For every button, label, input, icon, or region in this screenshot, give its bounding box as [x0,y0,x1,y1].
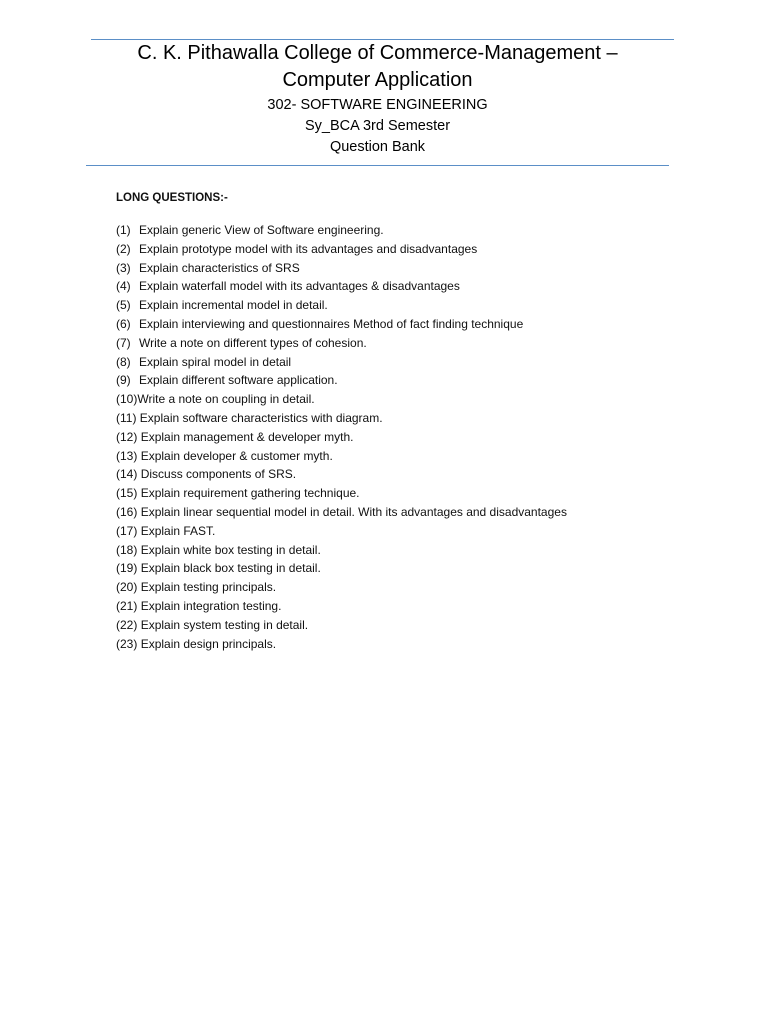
question-list [116,221,696,653]
question-text: Explain prototype model with its advantages and disadvantages [139,241,478,256]
question-item [116,259,696,278]
question-item [116,465,696,484]
document-type-label: Question Bank [329,139,426,155]
question-text: Explain white box testing in detail. [140,542,321,557]
question-item [116,522,696,541]
question-item [116,315,696,334]
question-item [116,616,696,635]
question-number: (4) [116,279,131,294]
question-text: Write a note on coupling in detail. [137,392,315,407]
question-text: Explain black box testing in detail. [140,561,321,576]
question-number: (21) [116,598,138,613]
question-text: Explain waterfall model with its advantages & disadvantages [139,279,460,294]
question-number: (1) [116,223,131,237]
question-item [116,484,696,503]
question-number: (19) [116,561,138,576]
question-item [116,334,696,353]
question-number: (9) [116,373,131,388]
question-item [116,578,696,597]
question-text: Explain requirement gathering technique. [140,486,360,501]
question-text: Explain interviewing and questionnaires Method of fact finding technique [139,316,524,331]
question-number: (17) [116,523,138,538]
question-number: (23) [116,636,138,651]
course-code-title: 302- SOFTWARE ENGINEERING [267,97,488,113]
question-number: (18) [116,542,138,557]
question-text: Explain FAST. [140,523,216,538]
question-text: Explain different software application. [139,373,338,388]
question-number: (10) [116,392,138,407]
question-number: (3) [116,260,131,275]
question-text: Explain incremental model in detail. [139,298,328,313]
question-text: Explain testing principals. [140,580,277,595]
question-text: Explain developer & customer myth. [140,448,333,463]
question-number: (11) [116,410,137,425]
question-number: (12) [116,429,138,444]
question-number: (8) [116,354,131,369]
question-item [116,371,696,390]
section-heading: LONG QUESTIONS:- [116,192,228,204]
question-item [116,635,696,654]
question-item [116,353,696,372]
question-item [116,447,696,466]
question-text: Explain management & developer myth. [140,429,354,444]
question-item [116,277,696,296]
question-number: (5) [116,298,131,313]
question-text: Explain design principals. [140,636,277,651]
semester-label: Sy_BCA 3rd Semester [304,118,451,134]
question-number: (13) [116,448,138,463]
question-number: (22) [116,617,138,632]
question-text: Explain spiral model in detail [139,354,292,369]
question-text: Explain characteristics of SRS [139,260,300,275]
question-item [116,503,696,522]
question-text: Explain generic View of Software engineering. [139,223,384,237]
question-item [116,296,696,315]
question-item [116,428,696,447]
question-text: Write a note on different types of cohesion. [139,335,367,350]
question-item [116,597,696,616]
question-number: (2) [116,241,131,256]
question-item [116,240,696,259]
question-number: (20) [116,580,138,595]
question-text: Explain system testing in detail. [140,617,309,632]
header-bottom-rule [86,165,669,166]
question-number: (16) [116,504,138,519]
document-header [86,40,669,158]
question-text: Discuss components of SRS. [140,467,297,482]
question-number: (15) [116,486,138,501]
question-number: (14) [116,467,138,482]
question-text: Explain software characteristics with diagram. [139,410,383,425]
question-item [116,221,696,240]
question-item [116,409,696,428]
college-title-line1: C. K. Pithawalla College of Commerce-Management – [137,42,618,64]
question-text: Explain linear sequential model in detail. With its advantages and disadvantages [140,504,567,519]
question-item [116,559,696,578]
question-number: (6) [116,316,131,331]
question-item [116,541,696,560]
college-title-line2: Computer Application [282,69,473,91]
question-text: Explain integration testing. [140,598,282,613]
question-number: (7) [116,335,131,350]
question-item [116,390,696,409]
